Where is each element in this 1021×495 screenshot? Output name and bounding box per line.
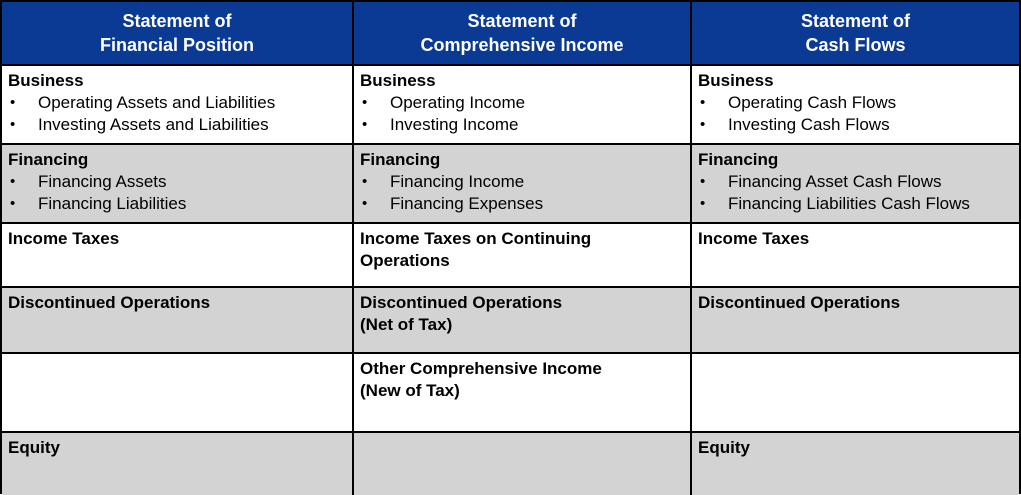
table-cell-cash-flows bbox=[692, 145, 1019, 224]
list-item-text: Investing Assets and Liabilities bbox=[38, 115, 269, 134]
bullet-icon: • bbox=[700, 94, 706, 111]
bullet-list bbox=[8, 92, 346, 136]
section-title: Business bbox=[698, 71, 774, 90]
list-item bbox=[8, 114, 346, 136]
list-item bbox=[698, 92, 1013, 114]
list-item-text: Investing Income bbox=[390, 115, 519, 134]
bullet-icon: • bbox=[10, 94, 16, 111]
section-title: Business bbox=[360, 71, 436, 90]
table-cell-financial-position bbox=[2, 354, 354, 433]
list-item-text: Operating Income bbox=[390, 93, 526, 112]
list-item-text: Operating Assets and Liabilities bbox=[38, 93, 276, 112]
bullet-icon: • bbox=[362, 94, 368, 111]
section-title: Discontinued Operations bbox=[8, 293, 211, 312]
column-header-line: Financial Position bbox=[99, 35, 255, 55]
bullet-icon: • bbox=[700, 116, 706, 133]
table-cell-comprehensive-income bbox=[354, 66, 692, 145]
section-title: Other Comprehensive Income bbox=[360, 359, 602, 378]
list-item-text: Financing Liabilities Cash Flows bbox=[728, 194, 970, 213]
bullet-icon: • bbox=[362, 173, 368, 190]
list-item bbox=[698, 193, 1013, 215]
section-title: Equity bbox=[8, 438, 60, 457]
bullet-icon: • bbox=[362, 116, 368, 133]
list-item bbox=[698, 171, 1013, 193]
table-cell-financial-position bbox=[2, 433, 354, 495]
bullet-list bbox=[360, 92, 684, 136]
bullet-icon: • bbox=[10, 195, 16, 212]
list-item bbox=[8, 92, 346, 114]
bullet-list bbox=[8, 171, 346, 215]
column-header-line: Statement of bbox=[122, 11, 232, 31]
table-cell-cash-flows bbox=[692, 433, 1019, 495]
column-header-financial-position bbox=[2, 2, 354, 66]
table-cell-financial-position bbox=[2, 224, 354, 288]
section-title: Income Taxes bbox=[8, 229, 120, 248]
column-header-line: Statement of bbox=[800, 11, 910, 31]
list-item-text: Financing Asset Cash Flows bbox=[728, 172, 942, 191]
bullet-icon: • bbox=[362, 195, 368, 212]
table-cell-comprehensive-income bbox=[354, 433, 692, 495]
table-cell-financial-position bbox=[2, 145, 354, 224]
section-title: (New of Tax) bbox=[360, 381, 460, 400]
column-header-cash-flows bbox=[692, 2, 1019, 66]
column-header-line: Comprehensive Income bbox=[420, 35, 624, 55]
table-cell-cash-flows bbox=[692, 288, 1019, 354]
list-item bbox=[360, 171, 684, 193]
bullet-icon: • bbox=[700, 173, 706, 190]
list-item-text: Financing Income bbox=[390, 172, 525, 191]
table-cell-comprehensive-income bbox=[354, 354, 692, 433]
column-header-line: Cash Flows bbox=[805, 35, 906, 55]
list-item-text: Operating Cash Flows bbox=[728, 93, 897, 112]
section-title: Operations bbox=[360, 251, 450, 270]
section-title: Financing bbox=[8, 150, 89, 169]
list-item bbox=[360, 114, 684, 136]
table-cell-comprehensive-income bbox=[354, 288, 692, 354]
column-header-comprehensive-income bbox=[354, 2, 692, 66]
table-cell-cash-flows bbox=[692, 354, 1019, 433]
list-item-text: Financing Assets bbox=[38, 172, 167, 191]
bullet-icon: • bbox=[10, 173, 16, 190]
section-title: Discontinued Operations bbox=[698, 293, 901, 312]
list-item-text: Investing Cash Flows bbox=[728, 115, 890, 134]
bullet-list bbox=[698, 171, 1013, 215]
table-cell-comprehensive-income bbox=[354, 145, 692, 224]
list-item bbox=[8, 171, 346, 193]
column-header-line: Statement of bbox=[467, 11, 577, 31]
bullet-list bbox=[698, 92, 1013, 136]
list-item bbox=[360, 193, 684, 215]
section-title: Equity bbox=[698, 438, 750, 457]
section-title: Income Taxes on Continuing bbox=[360, 229, 592, 248]
table-cell-financial-position bbox=[2, 288, 354, 354]
section-title: (Net of Tax) bbox=[360, 315, 453, 334]
list-item-text: Financing Expenses bbox=[390, 194, 544, 213]
table-cell-cash-flows bbox=[692, 66, 1019, 145]
bullet-list bbox=[360, 171, 684, 215]
section-title: Income Taxes bbox=[698, 229, 810, 248]
list-item bbox=[698, 114, 1013, 136]
list-item-text: Financing Liabilities bbox=[38, 194, 187, 213]
bullet-icon: • bbox=[10, 116, 16, 133]
list-item bbox=[8, 193, 346, 215]
bullet-icon: • bbox=[700, 195, 706, 212]
section-title: Business bbox=[8, 71, 84, 90]
table-cell-comprehensive-income bbox=[354, 224, 692, 288]
table-cell-financial-position bbox=[2, 66, 354, 145]
section-title: Financing bbox=[360, 150, 441, 169]
table-cell-cash-flows bbox=[692, 224, 1019, 288]
section-title: Financing bbox=[698, 150, 779, 169]
list-item bbox=[360, 92, 684, 114]
section-title: Discontinued Operations bbox=[360, 293, 563, 312]
